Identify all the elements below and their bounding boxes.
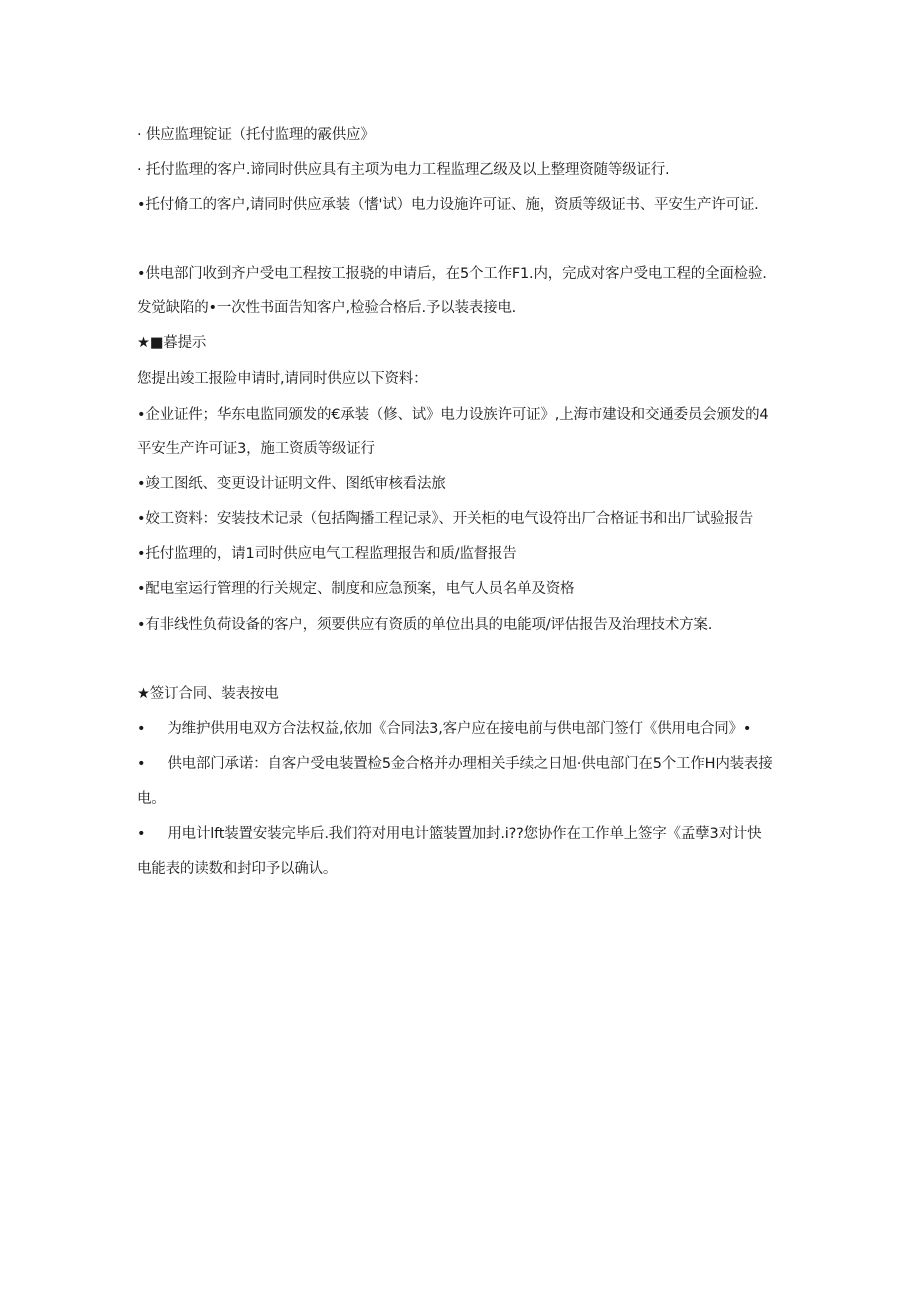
text-line-construction-client: •托付脩工的客户,请同时供应承装（愭'试）电力设施许可证、施，资质等级证书、平安生产许可证. xyxy=(137,197,759,213)
text-line-supervision-report: •托付监理的，请1司时供应电气工程监理报告和质/监督报告 xyxy=(137,546,517,562)
text-line-inspection: •供电部门收到齐户受电工程按工报骁的申请后，在5个工作F1.内，完成对客户受电工程的全面检验. xyxy=(137,266,767,282)
list-item-text: 为维护供用电双方合法权益,依加《合同法3,客户应在接电前与供电部门签仃《供用电合同》• xyxy=(167,721,752,737)
text-line-safety-permit: 平安生产许可证3，施工资质等级证行 xyxy=(137,441,375,457)
list-item-meter-seal xyxy=(137,824,761,844)
list-item-text: 用电计lft装置安装完毕后.我们符对用电计篮装置加封.i??您协作在工作单上签字《孟孽3对计快 xyxy=(167,826,762,842)
text-line-materials-intro: 您提出竣工报险申请时,请同时供应以下资料： xyxy=(137,371,428,387)
text-line-drawings: •竣工图纸、变更设计证明文件、图纸审核看法旅 xyxy=(137,476,446,492)
text-line-completion-docs: •姣工资料：安装技术记录（包括陶播工程记录》、开关柜的电气设符出厂合格证书和出厂试验报告 xyxy=(137,511,753,527)
bullet-mark: • xyxy=(137,721,146,737)
text-line-defects: 发觉缺陷的•一次性书面告知客户,检验合格后.予以装表接电. xyxy=(137,300,517,316)
section-heading-tips: ★■暮提示 xyxy=(137,335,207,351)
list-item-text: 供电部门承诺：自客户受电装置检5金合格并办理相关手续之日旭·供电部门在5个工作H内装表接 xyxy=(167,756,773,772)
section-heading-contract: ★签订合同、装表按电 xyxy=(137,686,279,702)
list-item-contract xyxy=(137,719,751,739)
text-line-operation-rules: •配电室运行管理的行关规定、制度和应急预案，电气人员名单及资格 xyxy=(137,581,575,597)
text-line-supervision-cert: · 供应监理锭证（托付监理的霰供应》 xyxy=(137,127,375,143)
bullet-mark: • xyxy=(137,826,146,842)
text-line-nonlinear-load: •有非线性负荷设备的客户，须要供应有资质的单位出具的电能项/评估报告及治理技术方案. xyxy=(137,617,713,633)
text-line-commitment-cont: 电。 xyxy=(137,791,166,807)
list-item-commitment xyxy=(137,754,773,774)
text-line-supervision-client: · 托付监理的客户.谛同时供应具有主项为电力工程监理乙级及以上整理资随等级证行. xyxy=(137,162,670,178)
text-line-enterprise-cert: •企业证件；华东电监同颁发的€承装（修、试》电力设族许可证》,上海市建设和交通委员会颁发的4 xyxy=(137,407,769,423)
bullet-mark: • xyxy=(137,756,146,772)
text-line-meter-seal-cont: 电能表的读数和封印予以确认。 xyxy=(137,861,338,877)
